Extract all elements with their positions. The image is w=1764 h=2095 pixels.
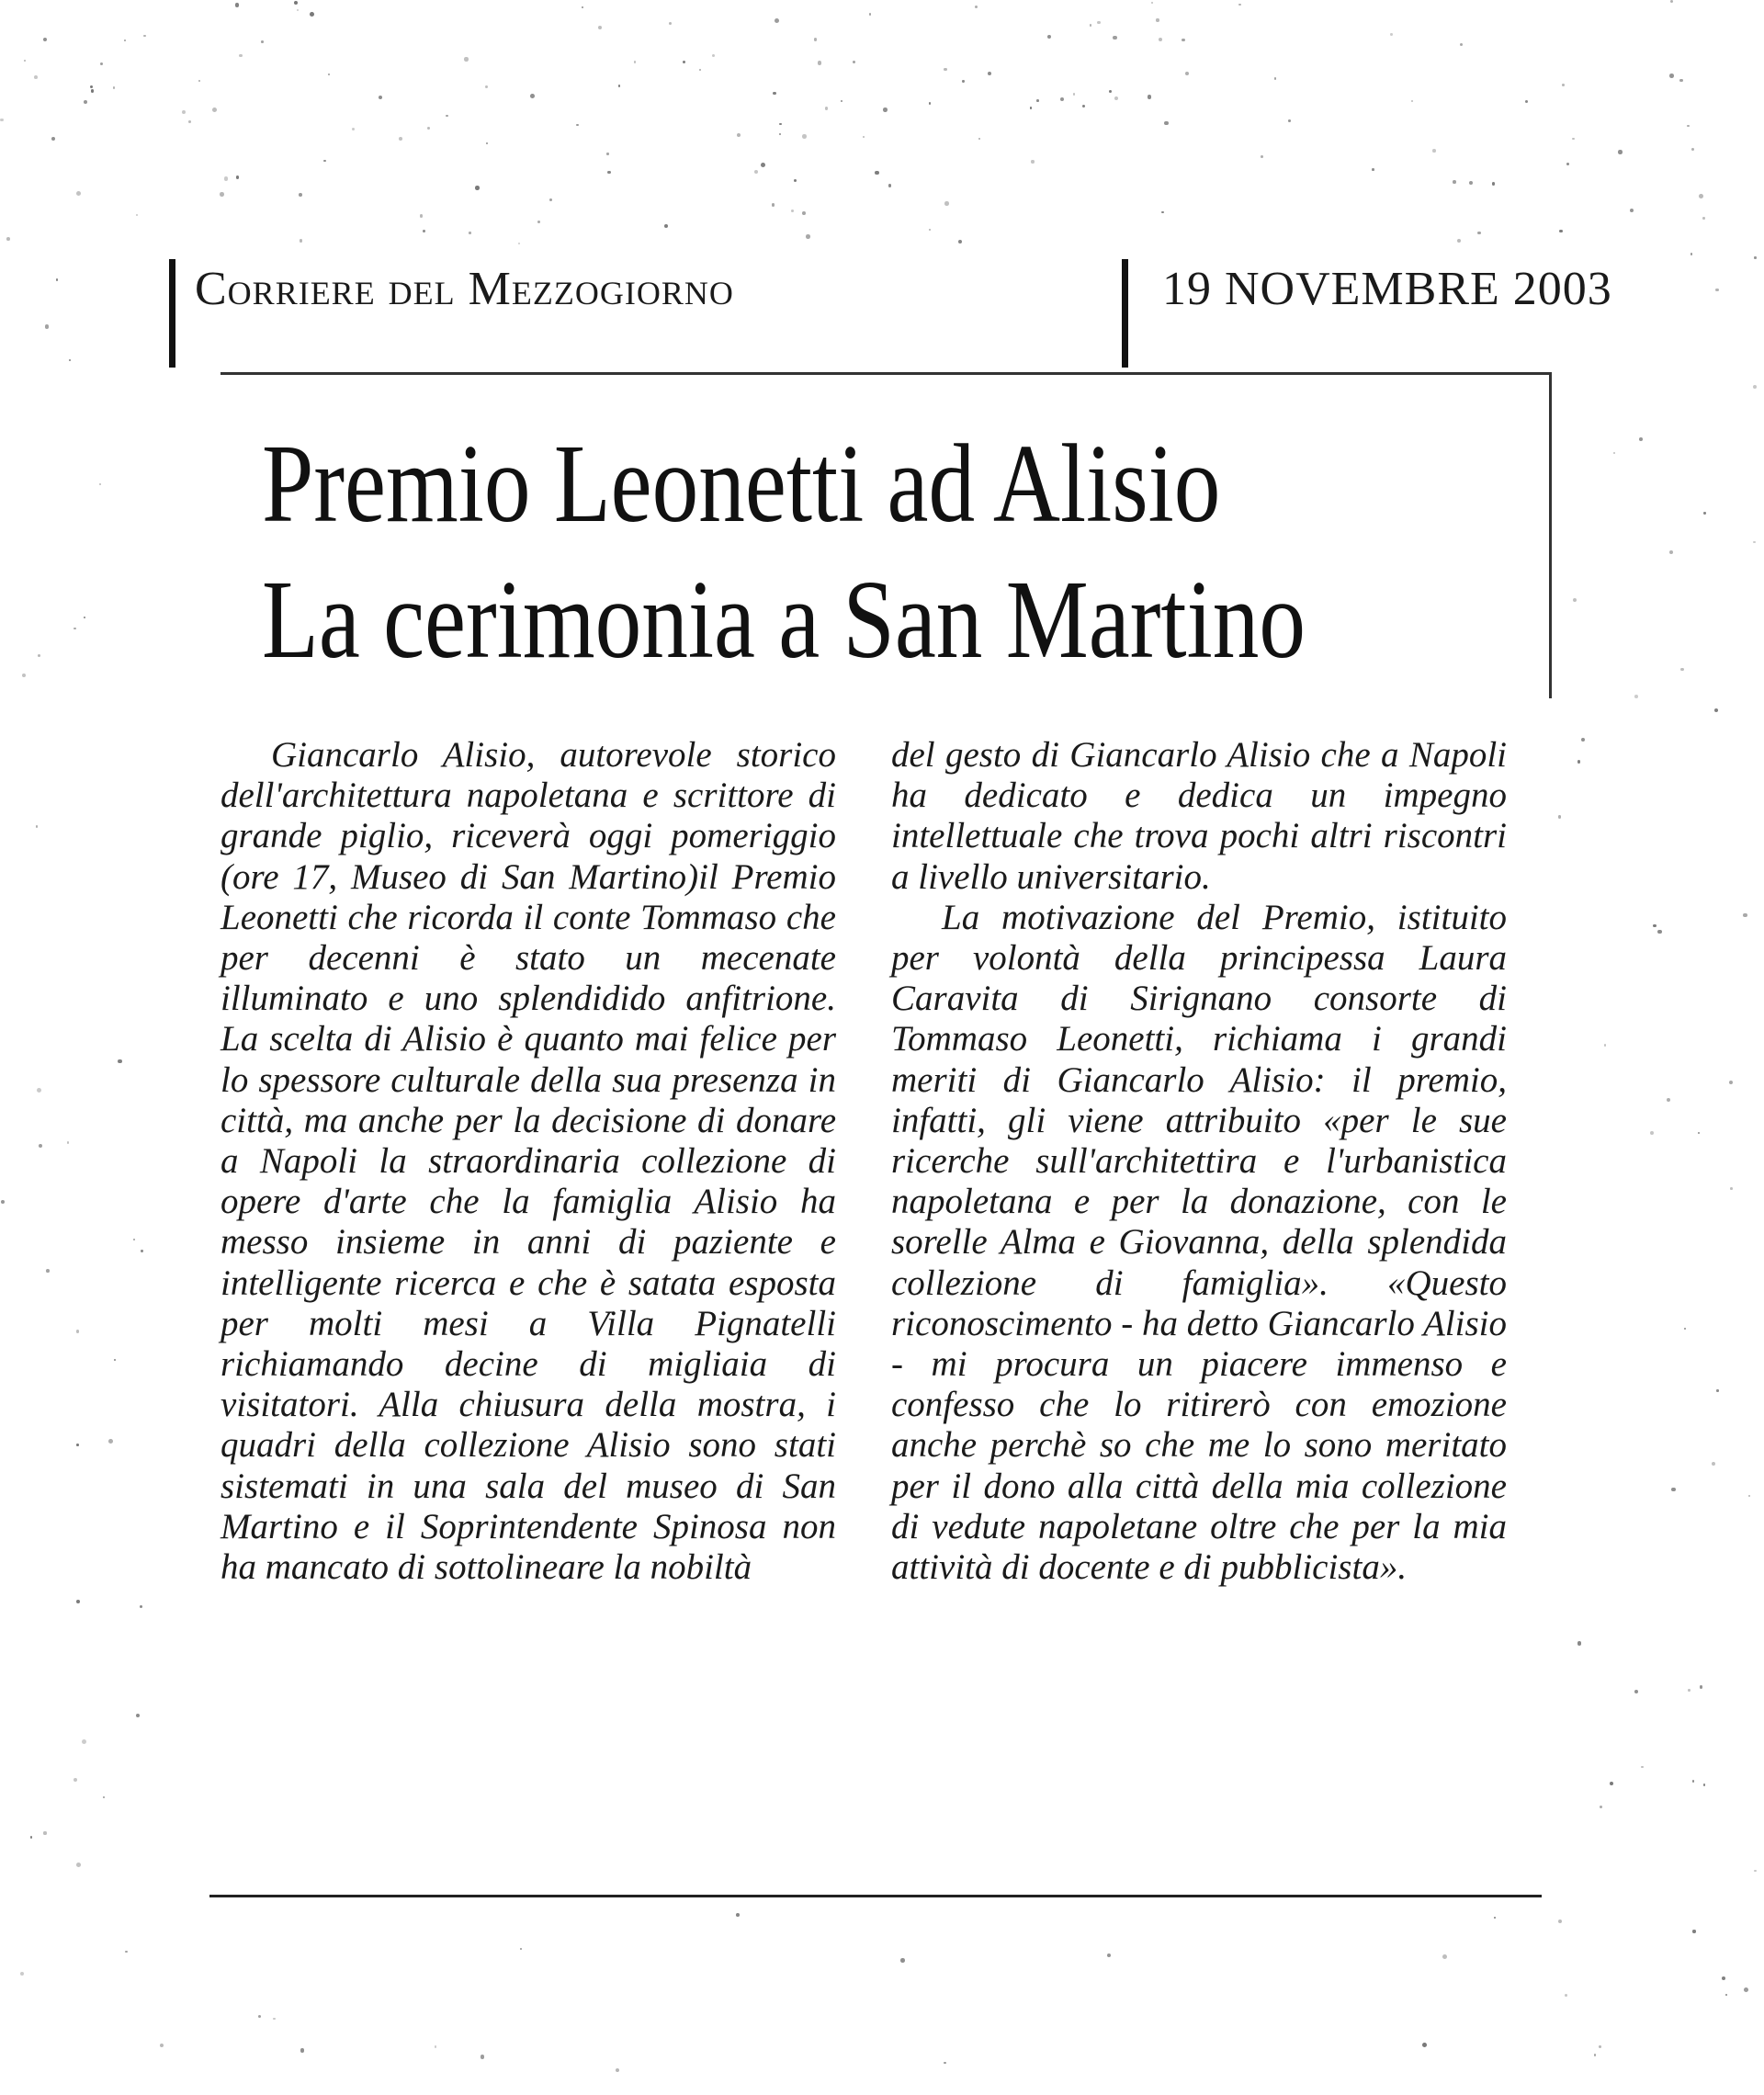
scan-speck: [1148, 95, 1151, 98]
scan-speck: [818, 61, 821, 64]
scan-speck: [140, 1605, 142, 1608]
scan-speck: [43, 1831, 46, 1834]
scan-speck: [51, 137, 55, 141]
scan-speck: [1090, 24, 1091, 26]
scan-speck: [520, 1948, 522, 1950]
scan-speck: [239, 54, 242, 57]
scan-speck: [118, 1059, 122, 1064]
scan-speck: [188, 120, 191, 123]
scan-speck: [1432, 149, 1436, 153]
scan-speck: [76, 1330, 80, 1333]
scan-speck: [297, 9, 299, 11]
scan-speck: [1679, 79, 1682, 82]
scan-speck: [1114, 96, 1119, 101]
article-paragraph: La motivazione del Premio, istituito per volontà della principessa Laura Caravita di Sirignano consorte di Tommaso Leonetti, richiama i grandi meriti di Giancarlo Alisio: il premio, infatti, gli viene attribuito «per le sue ricerche sull'architettira e l'urbanistica napoletana e per la donazione, con le sorelle Alma e Giovanna, della splendida collezione di famiglia». «Questo riconoscimento - ha detto Giancarlo Alisio - mi procura un piacere immenso e confesso che lo ritirerò con emozione anche perchè so che me lo sono meritato per il dono alla città della mia collezione di vedute napoletane oltre che per la mia attività di docente e di pubblicista».: [891, 897, 1507, 1588]
scan-speck: [1744, 1987, 1748, 1992]
scan-speck: [485, 85, 488, 88]
scan-speck: [944, 68, 946, 71]
scan-speck: [1182, 39, 1185, 42]
scan-speck: [664, 224, 668, 228]
scan-speck: [1261, 155, 1263, 158]
scan-speck: [1113, 36, 1117, 40]
scan-speck: [1151, 2, 1153, 4]
scan-speck: [806, 234, 810, 239]
scan-speck: [103, 1796, 105, 1798]
scan-speck: [1577, 1641, 1581, 1645]
scan-speck: [1422, 2043, 1427, 2047]
scan-speck: [888, 184, 892, 187]
scan-speck: [74, 1778, 77, 1782]
scan-speck: [1754, 1870, 1757, 1873]
scan-speck: [1613, 452, 1615, 454]
scan-speck: [791, 210, 794, 212]
scan-speck: [1558, 815, 1562, 819]
scan-speck: [420, 214, 423, 217]
scan-speck: [1692, 1780, 1695, 1783]
scan-speck: [1238, 4, 1240, 6]
scan-speck: [294, 1, 299, 6]
scan-speck: [875, 171, 878, 175]
scan-speck: [1712, 1462, 1715, 1466]
scan-speck: [598, 26, 602, 29]
scan-speck: [1600, 1806, 1602, 1808]
scan-speck: [427, 127, 431, 130]
scan-speck: [1082, 105, 1085, 108]
scan-speck: [220, 192, 224, 197]
scan-speck: [6, 237, 10, 241]
scan-speck: [36, 825, 39, 828]
scan-speck: [423, 230, 425, 232]
scan-speck: [1700, 1685, 1702, 1688]
scan-speck: [900, 1958, 905, 1963]
scan-speck: [1060, 97, 1064, 101]
scan-speck: [160, 2044, 164, 2047]
scan-speck: [1460, 43, 1463, 46]
scan-speck: [1109, 90, 1112, 93]
scan-speck: [328, 74, 330, 75]
article-column-left: [220, 735, 836, 1588]
scan-speck: [794, 179, 797, 182]
scan-speck: [825, 107, 828, 109]
scan-speck: [76, 1863, 81, 1867]
scan-speck: [1657, 930, 1661, 934]
scan-speck: [74, 628, 76, 630]
scan-speck: [76, 1444, 79, 1446]
scan-speck: [1634, 1690, 1638, 1693]
scan-speck: [43, 38, 47, 41]
scan-speck: [669, 22, 673, 26]
scan-speck: [261, 40, 264, 43]
scan-speck: [988, 72, 991, 75]
scan-speck: [69, 359, 71, 361]
scan-speck: [114, 1359, 116, 1361]
scan-speck: [736, 1913, 740, 1917]
scan-speck: [1558, 1919, 1562, 1923]
scan-speck: [108, 1439, 113, 1444]
scan-speck: [76, 191, 81, 196]
scan-speck: [1671, 1488, 1676, 1492]
article-paragraph: Giancarlo Alisio, autorevole storico dell'architettura napoletana e scrittore di grande piglio, riceverà oggi pomeriggio (ore 17, Museo di San Martino)il Premio Leonetti che ricorda il conte Tommaso che per decenni è stato un mecenate illuminato e uno splendidido anfitrione. La scelta di Alisio è quanto mai felice per lo spessore culturale della sua presenza in città, ma anche per la decisione di donare a Napoli la straordinaria collezione di opere d'arte che la famiglia Alisio ha messo insieme in anni di paziente e intelligente ricerca e che è satata esposta per molti mesi a Villa Pignatelli richiamando decine di migliaia di visitatori. Alla chiusura della mostra, i quadri della collezione Alisio sono stati sistemati in una sala del museo di San Martino e il Soprintendente Spinosa non ha mancato di sottolineare la nobiltà: [220, 735, 836, 1588]
scan-speck: [1680, 668, 1683, 671]
scan-speck: [1716, 1389, 1718, 1391]
scan-speck: [1477, 232, 1480, 234]
scan-speck: [775, 18, 779, 23]
scan-speck: [113, 86, 116, 89]
scan-speck: [1, 1200, 5, 1204]
scan-speck: [863, 136, 865, 138]
scan-speck: [1036, 99, 1039, 102]
scan-speck: [1159, 38, 1162, 41]
scan-speck: [136, 214, 138, 216]
scan-speck: [1743, 913, 1747, 917]
scan-speck: [379, 96, 382, 99]
scan-speck: [38, 654, 40, 657]
scan-speck: [1442, 1954, 1447, 1959]
scan-speck: [1641, 1766, 1644, 1769]
scan-speck: [853, 61, 855, 63]
scan-speck: [34, 75, 38, 79]
scan-speck: [198, 80, 200, 82]
masthead-rule-divider: [1122, 259, 1128, 368]
scan-speck: [606, 153, 608, 154]
scan-speck: [67, 1141, 70, 1144]
scan-speck: [869, 13, 872, 16]
scan-speck: [1669, 550, 1674, 555]
scan-speck: [1748, 1495, 1750, 1497]
scan-speck: [30, 1836, 33, 1839]
scan-speck: [1669, 74, 1674, 78]
newspaper-masthead: Corriere del Mezzogiorno: [195, 263, 734, 315]
scan-speck: [1594, 2054, 1596, 2055]
scan-speck: [1599, 2045, 1600, 2047]
scan-speck: [37, 1088, 41, 1093]
scan-speck: [1288, 119, 1291, 122]
scan-speck: [978, 138, 980, 140]
scan-speck: [99, 483, 101, 485]
scan-speck: [1715, 289, 1718, 291]
scan-speck: [84, 617, 85, 618]
scan-speck: [475, 186, 480, 190]
issue-date: 19 NOVEMBRE 2003: [1162, 263, 1612, 315]
article-column-right: [891, 735, 1507, 1588]
scan-speck: [1577, 760, 1580, 763]
scan-speck: [1639, 437, 1643, 441]
scan-speck: [1714, 708, 1718, 712]
scan-speck: [549, 198, 552, 201]
scan-speck: [618, 85, 620, 86]
scan-speck: [958, 240, 962, 243]
scan-speck: [814, 38, 817, 40]
scan-speck: [1753, 385, 1757, 389]
scan-speck: [1390, 33, 1392, 35]
scan-speck: [464, 57, 468, 61]
scan-speck: [236, 176, 240, 179]
scan-speck: [1161, 211, 1164, 214]
scan-speck: [258, 2015, 262, 2019]
scan-speck: [944, 2062, 946, 2065]
scan-speck: [1722, 1976, 1725, 1980]
scan-speck: [133, 1239, 135, 1240]
scan-speck: [1692, 1930, 1695, 1932]
scan-speck: [530, 94, 535, 98]
scan-speck: [235, 3, 239, 6]
scan-speck: [1703, 1784, 1705, 1785]
scan-speck: [576, 124, 578, 126]
scan-speck: [1469, 181, 1473, 185]
scan-speck: [182, 110, 186, 114]
scan-speck: [1565, 1994, 1567, 1997]
scan-speck: [1650, 1131, 1654, 1135]
scan-speck: [1073, 93, 1075, 95]
scan-speck: [929, 102, 931, 104]
scan-speck: [754, 170, 758, 174]
scan-speck: [136, 1714, 140, 1717]
scan-speck: [779, 133, 781, 135]
scan-speck: [1725, 1994, 1727, 1996]
scan-speck: [634, 61, 637, 63]
scan-speck: [772, 203, 775, 206]
scan-speck: [143, 35, 145, 37]
headline-line-1: Premio Leonetti ad Alisio: [262, 422, 1221, 546]
scan-speck: [481, 2055, 484, 2058]
scan-speck: [1185, 72, 1189, 75]
scan-speck: [224, 176, 229, 181]
scan-speck: [1372, 168, 1374, 171]
scan-speck: [1164, 121, 1169, 126]
scan-speck: [616, 2068, 619, 2072]
scan-speck: [1492, 182, 1496, 186]
scan-speck: [45, 324, 49, 328]
scan-speck: [469, 232, 470, 233]
scan-speck: [1729, 1081, 1733, 1084]
scan-speck: [300, 2048, 304, 2052]
scan-speck: [46, 1269, 50, 1273]
scan-speck: [1670, 0, 1673, 3]
scan-speck: [435, 2045, 436, 2047]
scan-speck: [1698, 1132, 1700, 1134]
scan-speck: [1604, 1044, 1606, 1046]
scan-speck: [141, 1250, 142, 1251]
scan-speck: [82, 1739, 86, 1744]
scan-speck: [929, 229, 931, 231]
scan-speck: [399, 137, 402, 141]
scan-speck: [1581, 738, 1585, 742]
scan-speck: [962, 80, 964, 82]
scan-speck: [1047, 35, 1051, 39]
scan-speck: [1753, 541, 1755, 543]
scan-speck: [1572, 138, 1574, 140]
scan-speck: [944, 201, 949, 206]
scan-speck: [76, 1600, 80, 1603]
scan-speck: [310, 12, 314, 17]
scan-speck: [24, 60, 26, 62]
scan-speck: [773, 92, 776, 96]
headline-box-right-rule: [1549, 372, 1552, 698]
scan-speck: [1457, 239, 1461, 243]
scan-speck: [582, 6, 583, 8]
scan-speck: [802, 211, 806, 215]
scan-speck: [1702, 217, 1705, 220]
scan-speck: [1097, 21, 1100, 24]
scan-speck: [712, 54, 715, 57]
scan-speck: [607, 171, 611, 175]
scan-speck: [1730, 1187, 1733, 1190]
scan-speck: [212, 108, 217, 112]
scan-speck: [1687, 125, 1689, 127]
scan-speck: [1684, 1328, 1687, 1331]
scan-speck: [1494, 1917, 1496, 1919]
scan-speck: [352, 128, 355, 130]
scan-speck: [300, 239, 302, 242]
scan-speck: [22, 674, 26, 677]
scan-speck: [683, 61, 685, 63]
scan-speck: [537, 221, 541, 224]
scan-speck: [91, 89, 94, 92]
scan-speck: [1525, 100, 1528, 103]
scan-speck: [1688, 1689, 1690, 1692]
scan-speck: [1634, 695, 1638, 698]
article-paragraph-continuation: del gesto di Giancarlo Alisio che a Napoli ha dedicato e dedica un impegno intellettuale che trova pochi altri riscontri a livello universitario.: [891, 735, 1507, 897]
scan-speck: [699, 69, 701, 71]
scan-speck: [1559, 230, 1562, 232]
scan-speck: [84, 100, 87, 104]
scan-speck: [20, 1972, 24, 1976]
scan-speck: [273, 2018, 275, 2020]
scan-speck: [802, 134, 807, 139]
scan-speck: [1618, 150, 1622, 153]
scan-speck: [1699, 194, 1703, 198]
scan-speck: [883, 108, 888, 112]
scan-speck: [779, 123, 781, 125]
scan-speck: [1107, 1953, 1111, 1957]
scan-speck: [1573, 598, 1577, 602]
scan-speck: [761, 163, 765, 167]
scan-speck: [124, 40, 126, 41]
scan-speck: [975, 6, 978, 8]
scan-speck: [56, 278, 59, 281]
article-bottom-rule: [209, 1895, 1542, 1897]
scan-speck: [1667, 1098, 1670, 1102]
scan-speck: [841, 100, 842, 102]
scan-speck: [1703, 512, 1705, 514]
scan-speck: [737, 133, 741, 137]
scan-speck: [446, 115, 447, 117]
scan-speck: [125, 1951, 127, 1953]
masthead-rule-left: [169, 259, 175, 368]
scan-speck: [1566, 163, 1569, 165]
scan-speck: [1653, 924, 1656, 927]
scan-speck: [486, 142, 488, 144]
scan-speck: [1411, 100, 1413, 102]
scan-speck: [1031, 160, 1034, 163]
scan-speck: [518, 243, 520, 244]
headline-box-top-rule: [220, 372, 1551, 375]
scan-speck: [1610, 1782, 1613, 1785]
scan-speck: [90, 85, 93, 88]
scan-speck: [1562, 84, 1565, 86]
scan-speck: [0, 119, 3, 121]
scan-speck: [1274, 77, 1276, 79]
scan-speck: [39, 1144, 42, 1148]
scan-speck: [323, 160, 326, 163]
scan-speck: [1754, 256, 1756, 258]
scan-speck: [299, 193, 302, 197]
scan-speck: [1691, 148, 1694, 151]
scan-speck: [1156, 18, 1159, 21]
scan-speck: [1630, 209, 1634, 212]
scan-speck: [100, 62, 103, 65]
scan-speck: [1030, 107, 1032, 108]
scan-speck: [1453, 180, 1456, 184]
headline-line-2: La cerimonia a San Martino: [262, 558, 1306, 682]
scan-speck: [1690, 253, 1693, 255]
